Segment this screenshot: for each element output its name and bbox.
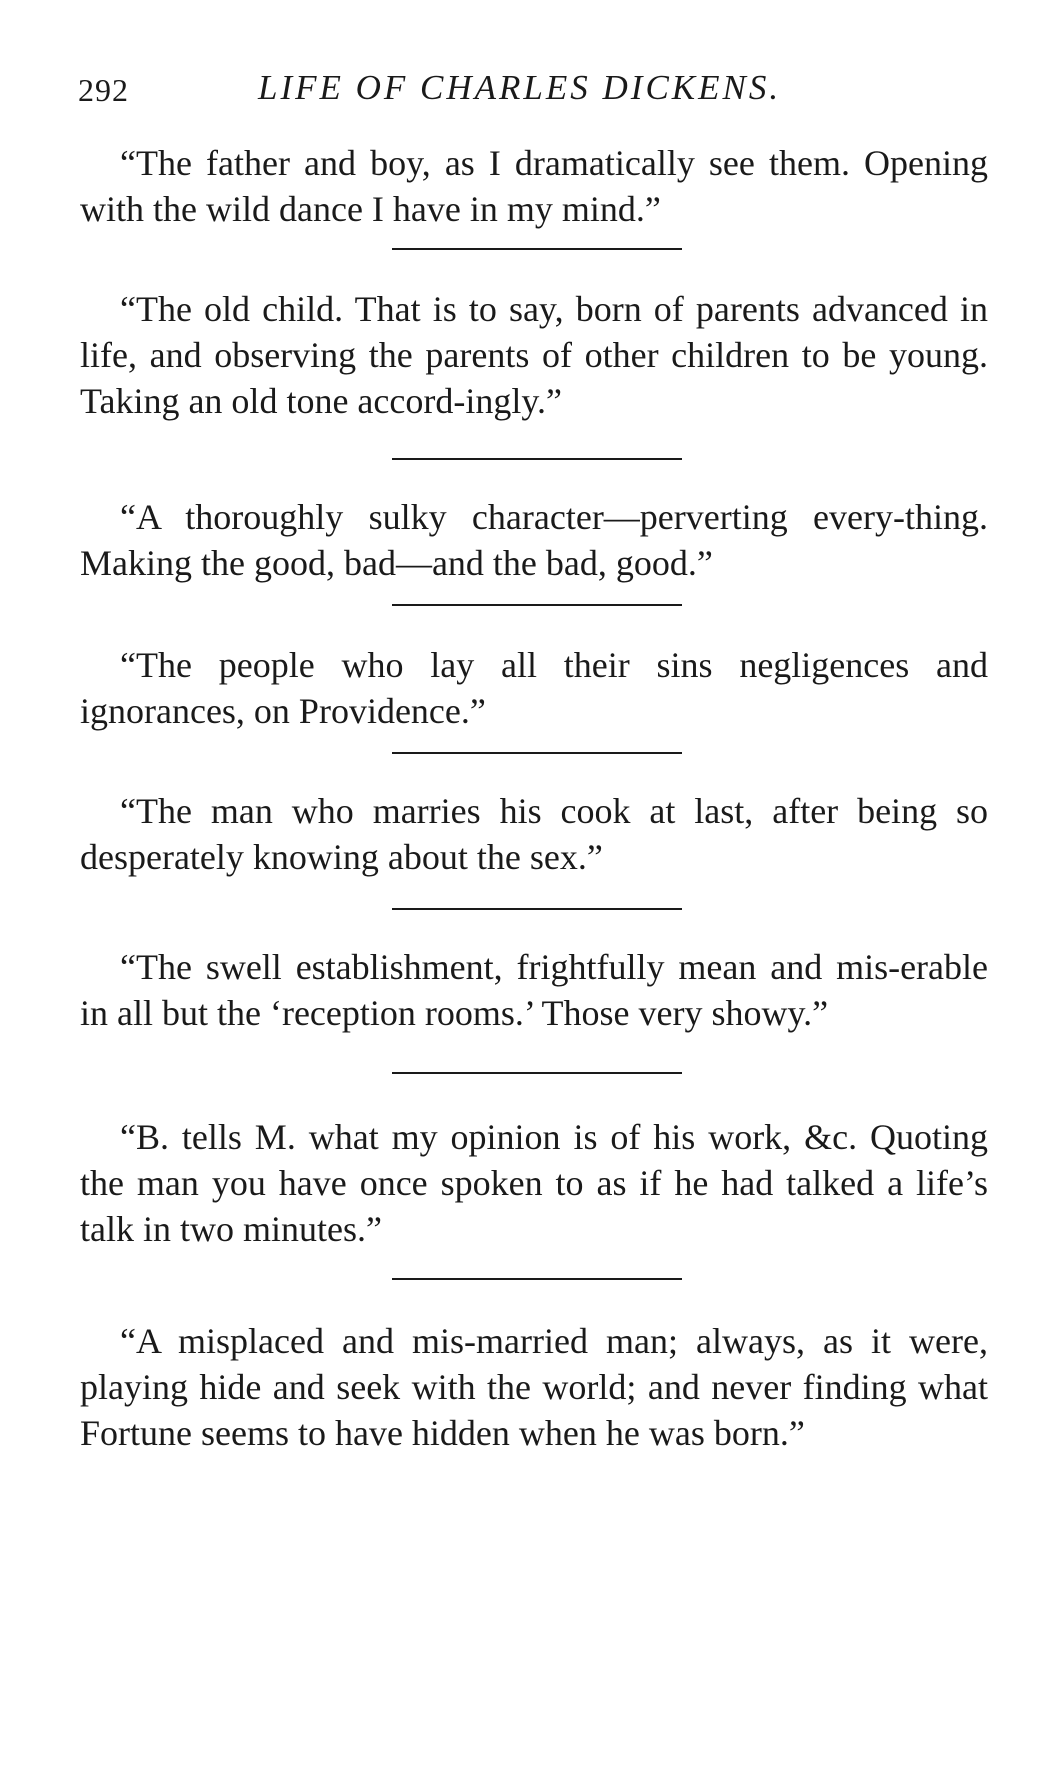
note-text: “A thoroughly sulky character—perverting every-thing. Making the good, bad—and the bad, good.” <box>80 497 988 583</box>
note-entry-8 <box>80 1318 988 1456</box>
section-divider <box>392 604 682 606</box>
section-divider <box>392 1072 682 1074</box>
note-entry-6 <box>80 944 988 1036</box>
note-text: “The swell establishment, frightfully mean and mis-erable in all but the ‘reception rooms.’ Those very showy.” <box>80 947 988 1033</box>
note-text: “B. tells M. what my opinion is of his work, &c. Quoting the man you have once spoken to as if he had talked a life’s talk in two minutes.” <box>80 1117 988 1249</box>
note-text: “The people who lay all their sins negligences and ignorances, on Providence.” <box>80 645 988 731</box>
note-entry-4 <box>80 642 988 734</box>
note-text: “The man who marries his cook at last, after being so desperately knowing about the sex.” <box>80 791 988 877</box>
running-title: LIFE OF CHARLES DICKENS. <box>258 68 782 107</box>
note-text: “The old child. That is to say, born of parents advanced in life, and observing the parents of other children to be young. Taking an old tone accord-ingly.” <box>80 289 988 421</box>
section-divider <box>392 458 682 460</box>
section-divider <box>392 752 682 754</box>
section-divider <box>392 248 682 250</box>
note-entry-5 <box>80 788 988 880</box>
note-entry-3 <box>80 494 988 586</box>
section-divider <box>392 1278 682 1280</box>
note-text: “A misplaced and mis-married man; always, as it were, playing hide and seek with the world; and never finding what Fortune seems to have hidden when he was born.” <box>80 1321 988 1453</box>
page-number: 292 <box>78 72 129 108</box>
section-divider <box>392 908 682 910</box>
note-entry-1 <box>80 140 988 232</box>
note-entry-2 <box>80 286 988 424</box>
note-text: “The father and boy, as I dramatically see them. Opening with the wild dance I have in my mind.” <box>80 143 988 229</box>
page-header <box>78 68 988 112</box>
note-entry-7 <box>80 1114 988 1252</box>
